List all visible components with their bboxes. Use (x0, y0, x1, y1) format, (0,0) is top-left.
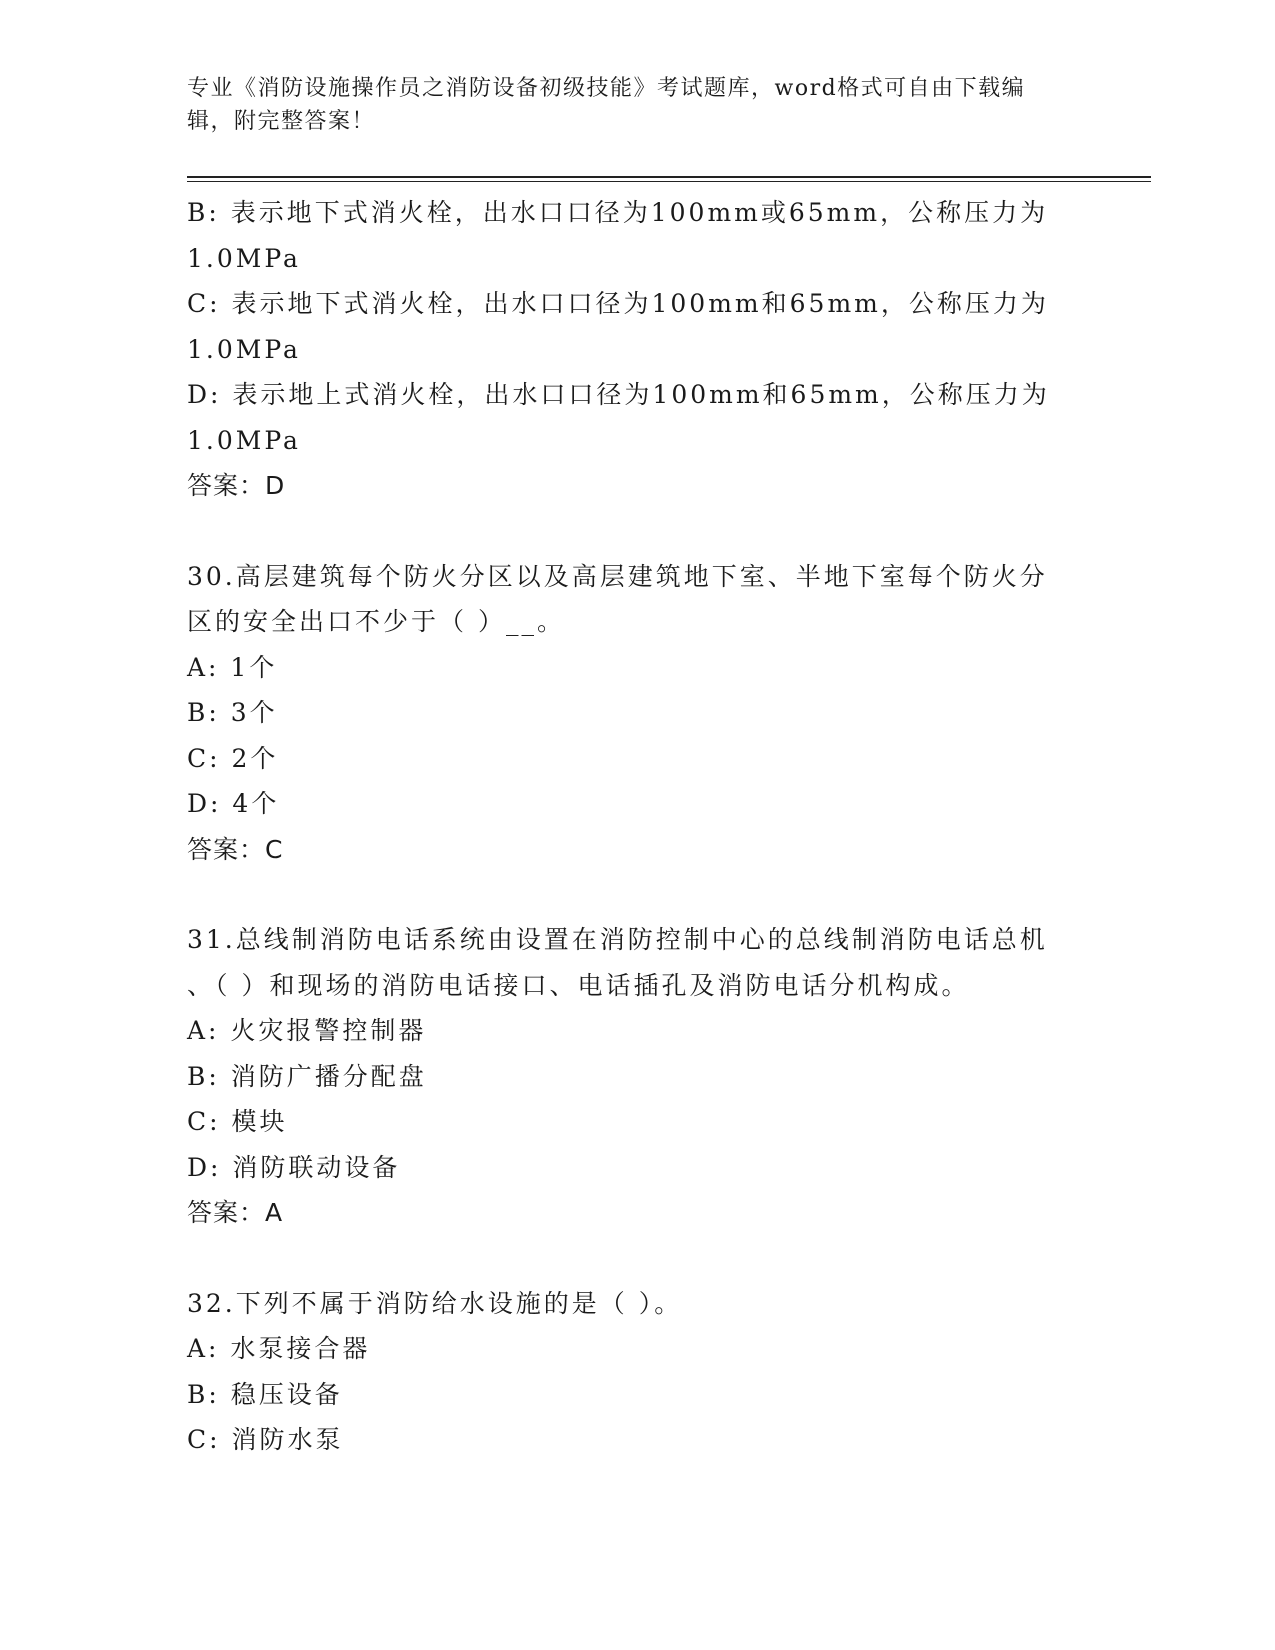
header-rule-thick (187, 176, 1151, 178)
question-stem-line-1: 32.下列不属于消防给水设施的是（ ）。 (187, 1288, 683, 1318)
option-b: B: 消防广播分配盘 (187, 1061, 427, 1091)
option-c-line-1: C: 表示地下式消火栓，出水口口径为100mm和65mm，公称压力为 (187, 289, 1049, 318)
option-d-line-2: 1.0MPa (187, 425, 301, 455)
option-c-line-2: 1.0MPa (187, 334, 301, 364)
spacer (187, 509, 1087, 554)
option-a: A: 水泵接合器 (187, 1334, 371, 1363)
question-30 (187, 554, 1087, 873)
question-31 (187, 917, 1087, 1236)
option-c: C: 模块 (187, 1107, 288, 1136)
option-b-line-2: 1.0MPa (187, 243, 301, 273)
option-a: A: 1个 (187, 652, 278, 682)
answer-line: 答案：A (187, 1198, 284, 1227)
question-29 (187, 190, 1087, 509)
question-stem-line-2: 、（ ）和现场的消防电话接口、电话插孔及消防电话分机构成。 (187, 970, 970, 1000)
option-c: C: 消防水泵 (187, 1425, 344, 1454)
header-line-2: 辑，附完整答案！ (187, 109, 376, 134)
option-d: D: 4个 (187, 789, 280, 818)
header-line-1: 专业《消防设施操作员之消防设备初级技能》考试题库，word格式可自由下载编 (187, 76, 1026, 101)
spacer (187, 1236, 1087, 1281)
question-stem-line-2: 区的安全出口不少于（ ）__。 (187, 607, 565, 636)
answer-line: 答案：D (187, 471, 286, 500)
question-list (187, 190, 1087, 1463)
option-b: B: 3个 (187, 698, 278, 727)
option-c: C: 2个 (187, 743, 279, 773)
question-stem-line-1: 31.总线制消防电话系统由设置在消防控制中心的总线制消防电话总机 (187, 925, 1048, 954)
option-d-line-1: D: 表示地上式消火栓，出水口口径为100mm和65mm，公称压力为 (187, 380, 1050, 409)
option-b: B: 稳压设备 (187, 1379, 343, 1409)
question-32 (187, 1281, 1087, 1463)
option-a: A: 火灾报警控制器 (187, 1016, 427, 1045)
answer-line: 答案：C (187, 834, 284, 864)
header-rule-thin (187, 181, 1151, 182)
document-header (187, 72, 1067, 138)
option-b-line-1: B: 表示地下式消火栓，出水口口径为100mm或65mm，公称压力为 (187, 198, 1049, 227)
option-d: D: 消防联动设备 (187, 1152, 401, 1182)
spacer (187, 872, 1087, 917)
question-stem-line-1: 30.高层建筑每个防火分区以及高层建筑地下室、半地下室每个防火分 (187, 561, 1048, 591)
